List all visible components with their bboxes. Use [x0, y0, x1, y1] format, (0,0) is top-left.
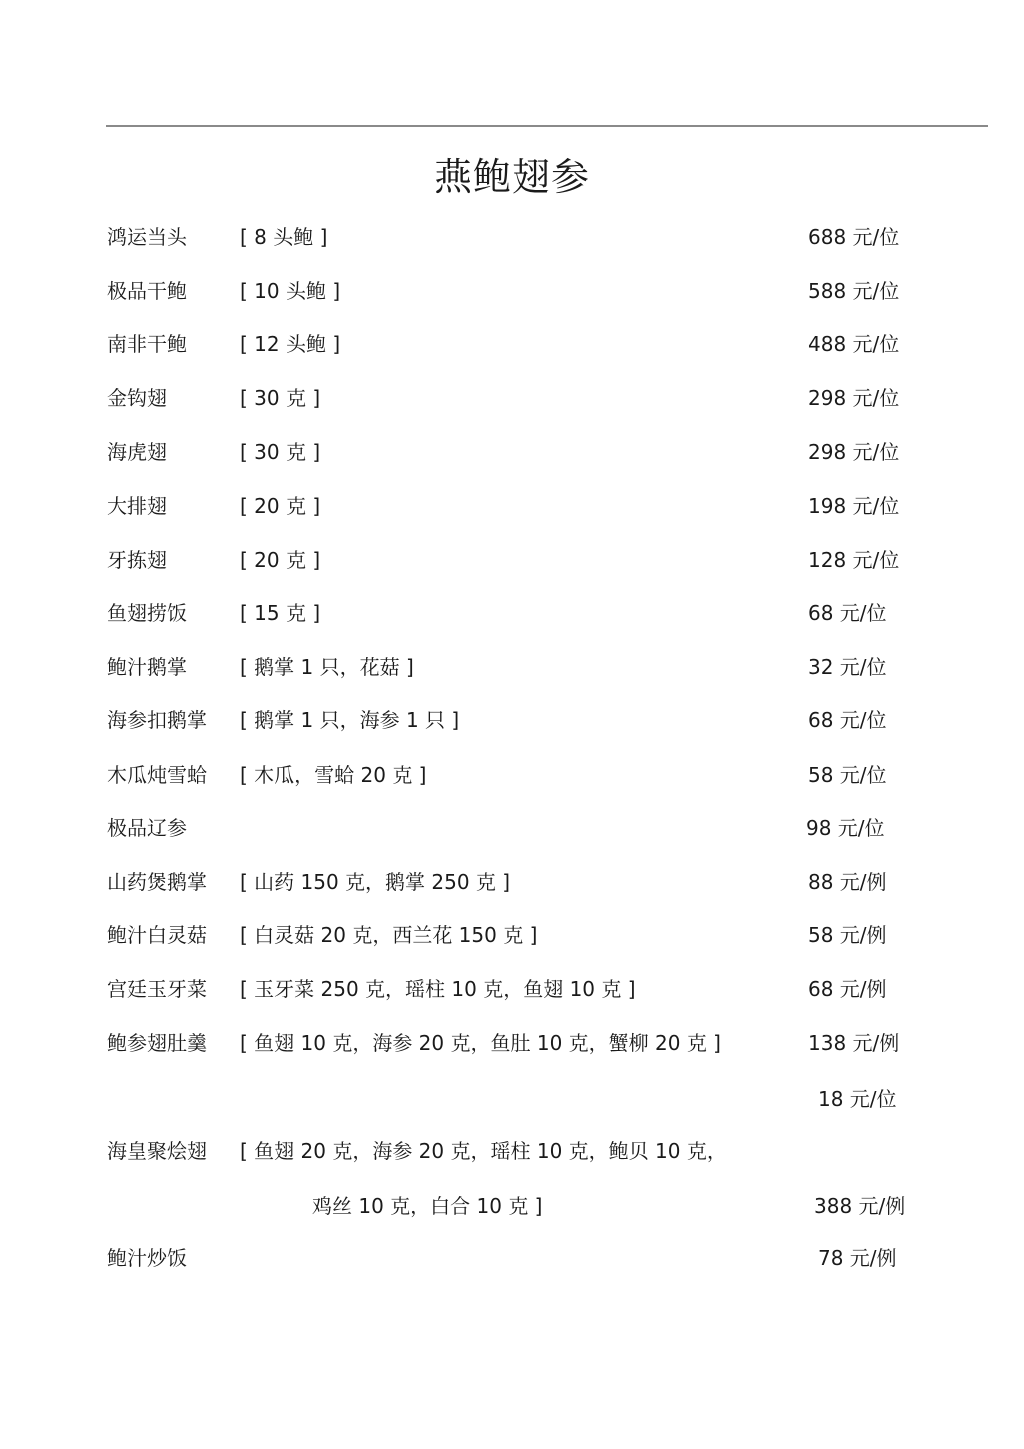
dish-spec: [ 鱼翅 20 克，海参 20 克，瑶柱 10 克，鲍贝 10 克，: [240, 1139, 727, 1163]
dish-price: 68 元/位: [808, 601, 887, 625]
dish-spec: 鸡丝 10 克，白合 10 克 ]: [312, 1194, 543, 1218]
dish-spec: [ 30 克 ]: [240, 440, 321, 464]
dish-name: 金钩翅: [107, 386, 167, 410]
dish-price: 588 元/位: [808, 279, 900, 303]
dish-spec: [ 玉牙菜 250 克，瑶柱 10 克，鱼翅 10 克 ]: [240, 977, 636, 1001]
dish-name: 极品辽参: [107, 816, 187, 840]
dish-spec: [ 15 克 ]: [240, 601, 321, 625]
dish-name: 海虎翅: [107, 440, 167, 464]
dish-price: 388 元/例: [814, 1194, 906, 1218]
dish-price: 688 元/位: [808, 225, 900, 249]
dish-spec: [ 20 克 ]: [240, 548, 321, 572]
dish-spec: [ 木瓜，雪蛤 20 克 ]: [240, 763, 427, 787]
dish-price: 98 元/位: [806, 816, 885, 840]
dish-spec: [ 8 头鲍 ]: [240, 225, 328, 249]
dish-name: 极品干鲍: [107, 279, 187, 303]
dish-name: 大排翅: [107, 494, 167, 518]
dish-name: 鸿运当头: [107, 225, 187, 249]
dish-spec: [ 12 头鲍 ]: [240, 332, 341, 356]
dish-spec: [ 20 克 ]: [240, 494, 321, 518]
dish-spec: [ 鱼翅 10 克，海参 20 克，鱼肚 10 克，蟹柳 20 克 ]: [240, 1031, 721, 1055]
dish-name: 鲍汁炒饭: [107, 1246, 187, 1270]
dish-name: 鱼翅捞饭: [107, 601, 187, 625]
top-divider: [106, 125, 988, 127]
dish-price: 488 元/位: [808, 332, 900, 356]
dish-price: 18 元/位: [818, 1087, 897, 1111]
dish-price: 138 元/例: [808, 1031, 900, 1055]
dish-name: 宫廷玉牙菜: [107, 977, 207, 1001]
dish-price: 298 元/位: [808, 386, 900, 410]
dish-spec: [ 10 头鲍 ]: [240, 279, 341, 303]
dish-spec: [ 30 克 ]: [240, 386, 321, 410]
dish-spec: [ 白灵菇 20 克，西兰花 150 克 ]: [240, 923, 538, 947]
dish-name: 鲍汁白灵菇: [107, 923, 207, 947]
dish-name: 牙拣翅: [107, 548, 167, 572]
dish-spec: [ 鹅掌 1 只，花菇 ]: [240, 655, 414, 679]
dish-price: 198 元/位: [808, 494, 900, 518]
dish-price: 58 元/位: [808, 763, 887, 787]
dish-price: 298 元/位: [808, 440, 900, 464]
dish-name: 鲍参翅肚羹: [107, 1031, 207, 1055]
dish-price: 68 元/例: [808, 977, 887, 1001]
dish-price: 32 元/位: [808, 655, 887, 679]
dish-name: 山药煲鹅掌: [107, 870, 207, 894]
dish-price: 128 元/位: [808, 548, 900, 572]
dish-name: 海参扣鹅掌: [107, 708, 207, 732]
dish-name: 木瓜炖雪蛤: [107, 763, 207, 787]
dish-spec: [ 鹅掌 1 只，海参 1 只 ]: [240, 708, 460, 732]
dish-name: 南非干鲍: [107, 332, 187, 356]
dish-price: 78 元/例: [818, 1246, 897, 1270]
dish-name: 鲍汁鹅掌: [107, 655, 187, 679]
dish-price: 68 元/位: [808, 708, 887, 732]
dish-spec: [ 山药 150 克，鹅掌 250 克 ]: [240, 870, 511, 894]
dish-price: 58 元/例: [808, 923, 887, 947]
dish-name: 海皇聚烩翅: [107, 1139, 207, 1163]
page-title: 燕鲍翅参: [433, 155, 590, 199]
dish-price: 88 元/例: [808, 870, 887, 894]
